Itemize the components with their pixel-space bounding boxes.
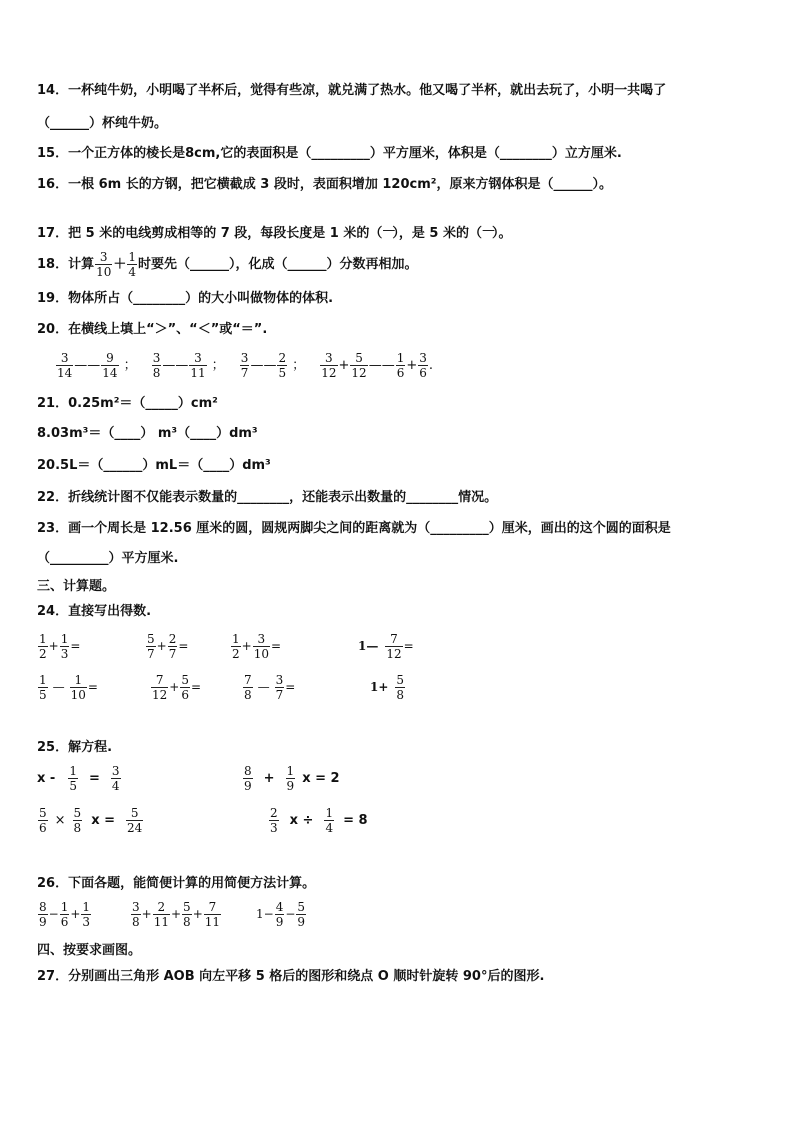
denominator: 4	[325, 821, 334, 835]
q19: 19．物体所占（________）的大小叫做物体的体积.	[37, 291, 334, 306]
operator: —	[257, 680, 270, 694]
numerator: 2	[153, 900, 170, 915]
equation-text: = 8	[343, 813, 368, 828]
denominator: 8	[132, 915, 140, 929]
denominator: 6	[396, 366, 405, 380]
denominator: 8	[73, 821, 82, 835]
denominator: 7	[147, 647, 155, 661]
q26-expr-2	[130, 900, 222, 929]
denominator: 11	[153, 915, 169, 929]
equals: =	[403, 639, 414, 653]
prefix: 1−	[256, 907, 274, 921]
operator: —	[52, 680, 65, 694]
prefix: 1—	[358, 639, 379, 653]
numerator: 1	[232, 632, 240, 646]
operator: +	[156, 639, 167, 653]
equals: =	[87, 680, 98, 694]
denominator: 7	[168, 647, 177, 661]
q14-line2: （______）杯纯牛奶。	[37, 116, 168, 131]
equals: =	[285, 680, 296, 694]
q15: 15．一个正方体的棱长是8cm,它的表面积是（_________）平方厘米，体积是（________）立方厘米.	[37, 146, 622, 161]
q24-expr-2	[145, 632, 188, 661]
q17-text-a: 17．把 5 米的电线剪成相等的 7 段，每段长度是 1 米的（	[37, 226, 383, 241]
comparison-blank[interactable]: ——	[162, 358, 189, 373]
denominator: 8	[152, 366, 161, 380]
q14-line1: 14．一杯纯牛奶，小明喝了半杯后，觉得有些凉，就兑满了热水。他又喝了半杯，就出去玩了，小明一共喝了	[37, 83, 667, 98]
denominator: 12	[152, 688, 168, 702]
numerator: 1	[70, 673, 87, 688]
numerator: 5	[350, 351, 367, 366]
denominator: 7	[240, 366, 249, 380]
q17-bar2: —	[482, 223, 495, 238]
numerator: 5	[181, 673, 189, 687]
numerator: 5	[147, 632, 155, 646]
operator: +	[263, 771, 275, 786]
equation-text: x ÷	[289, 813, 314, 828]
q24-expr-6	[150, 673, 201, 702]
section-3-heading: 三、计算题。	[37, 579, 116, 594]
q24-expr-5	[37, 673, 98, 702]
q24-expr-3	[230, 632, 281, 661]
denominator: 3	[60, 647, 69, 661]
equals: =	[190, 680, 202, 694]
denominator: 5	[69, 779, 77, 793]
operator: +	[141, 907, 152, 921]
q24-expr-8	[370, 673, 406, 702]
q17-text-c: ）。	[492, 226, 512, 241]
q21-line1: 21．0.25m²＝（_____）cm²	[37, 396, 218, 411]
fraction	[95, 250, 112, 279]
denominator: 9	[244, 779, 252, 793]
separator: ；	[211, 358, 225, 373]
fraction	[127, 250, 137, 279]
denominator: 9	[39, 915, 47, 929]
numerator: 3	[111, 764, 120, 778]
operator: +	[48, 639, 59, 653]
numerator: 2	[278, 351, 287, 365]
denominator: 8	[244, 688, 252, 702]
q23-line2: （_________）平方厘米.	[37, 551, 179, 566]
denominator: 14	[57, 366, 73, 380]
equals: =	[88, 771, 100, 786]
equation-text: x = 2	[302, 771, 340, 786]
operator: +	[338, 358, 350, 373]
operator: −	[48, 907, 59, 921]
numerator: 3	[320, 351, 337, 366]
denominator: 4	[128, 265, 137, 279]
numerator: 5	[73, 806, 82, 820]
numerator: 7	[204, 900, 221, 915]
denominator: 7	[275, 688, 284, 702]
denominator: 10	[70, 688, 86, 702]
q23-line1: 23．画一个周长是 12.56 厘米的圆，圆规两脚尖之间的距离就为（_________）厘米，画出的这个圆的面积是	[37, 521, 671, 536]
numerator: 2	[168, 632, 177, 646]
numerator: 5	[39, 806, 47, 820]
numerator: 1	[39, 673, 47, 687]
q25-title: 25．解方程.	[37, 740, 113, 755]
denominator: 2	[39, 647, 47, 661]
equation-text: x -	[37, 771, 56, 786]
numerator: 9	[101, 351, 118, 366]
denominator: 6	[39, 821, 47, 835]
numerator: 7	[244, 673, 252, 687]
numerator: 1	[82, 900, 91, 914]
q25-eq-3	[37, 806, 144, 835]
numerator: 5	[297, 900, 306, 914]
numerator: 7	[385, 632, 402, 647]
q22: 22．折线统计图不仅能表示数量的________，还能表示出数量的________情况。	[37, 490, 498, 505]
numerator: 1	[396, 351, 405, 365]
operator: +	[170, 907, 182, 921]
comparison-blank[interactable]: ——	[250, 358, 277, 373]
q24-expr-1	[37, 632, 80, 661]
denominator: 6	[419, 366, 427, 380]
q26-expr-1	[37, 900, 92, 929]
numerator: 3	[132, 900, 140, 914]
operator: +	[241, 639, 252, 653]
denominator: 6	[181, 688, 189, 702]
q26-expr-3	[256, 900, 307, 929]
comparison-blank[interactable]: ——	[74, 358, 101, 373]
q18-plus: ＋	[113, 257, 127, 272]
numerator: 1	[69, 764, 77, 778]
denominator: 3	[270, 821, 278, 835]
q24-expr-7	[242, 673, 295, 702]
denominator: 4	[111, 779, 120, 793]
numerator: 1	[39, 632, 47, 646]
denominator: 6	[60, 915, 69, 929]
q20-comparisons	[55, 349, 433, 383]
q18-prefix: 18．计算	[37, 257, 95, 272]
section-4-heading: 四、按要求画图。	[37, 943, 142, 958]
period: .	[428, 358, 434, 373]
numerator: 1	[128, 250, 137, 264]
denominator: 5	[39, 688, 47, 702]
q17-bar1: —	[382, 223, 396, 238]
equation-text: x =	[91, 813, 115, 828]
numerator: 1	[60, 900, 69, 914]
denominator: 11	[190, 366, 206, 380]
denominator: 9	[286, 779, 295, 793]
operator: +	[406, 358, 418, 373]
q25-eq-1	[37, 764, 122, 793]
numerator: 3	[152, 351, 161, 365]
denominator: 2	[232, 647, 240, 661]
denominator: 8	[183, 915, 191, 929]
denominator: 11	[204, 915, 221, 929]
denominator: 5	[278, 366, 287, 380]
numerator: 8	[39, 900, 47, 914]
denominator: 9	[297, 915, 306, 929]
q27: 27．分别画出三角形 AOB 向左平移 5 格后的图形和绕点 O 顺时针旋转 90°后的图形.	[37, 969, 545, 984]
numerator: 2	[270, 806, 278, 820]
numerator: 4	[275, 900, 284, 914]
operator: +	[70, 907, 81, 921]
numerator: 3	[419, 351, 427, 365]
numerator: 1	[286, 764, 295, 778]
denominator: 14	[102, 366, 118, 380]
numerator: 5	[183, 900, 191, 914]
numerator: 5	[396, 673, 405, 687]
denominator: 3	[82, 915, 91, 929]
q17-text-b: ），是 5 米的（	[392, 226, 482, 241]
denominator: 12	[321, 366, 337, 380]
separator: ；	[123, 358, 137, 373]
equals: =	[178, 639, 189, 653]
denominator: 12	[386, 647, 402, 661]
q18-suffix: 时要先（______），化成（______）分数再相加。	[138, 257, 418, 272]
denominator: 10	[96, 265, 112, 279]
denominator: 8	[396, 688, 405, 702]
numerator: 5	[126, 806, 143, 821]
numerator: 8	[244, 764, 252, 778]
denominator: 12	[351, 366, 367, 380]
q16: 16．一根 6m 长的方钢，把它横截成 3 段时，表面积增加 120cm²，原来方钢体积是（______）。	[37, 177, 612, 192]
comparison-blank[interactable]: ——	[368, 358, 395, 373]
numerator: 7	[151, 673, 168, 688]
prefix: 1+	[370, 680, 389, 694]
q25-eq-4	[268, 806, 368, 835]
operator: −	[285, 907, 296, 921]
numerator: 3	[240, 351, 249, 365]
q18	[37, 248, 418, 282]
numerator: 1	[325, 806, 334, 820]
q17	[37, 223, 512, 242]
denominator: 24	[127, 821, 143, 835]
operator: ×	[54, 813, 66, 828]
q26-title: 26．下面各题，能简便计算的用简便方法计算。	[37, 876, 316, 891]
q21-line2: 8.03m³＝（____） m³（____）dm³	[37, 426, 258, 441]
equals: =	[270, 639, 282, 653]
q24-title: 24．直接写出得数.	[37, 604, 152, 619]
equals: =	[70, 639, 81, 653]
numerator: 3	[253, 632, 270, 647]
q20-title: 20．在横线上填上“＞”、“＜”或“＝”.	[37, 322, 268, 337]
operator: +	[169, 680, 180, 694]
numerator: 1	[60, 632, 69, 646]
numerator: 3	[95, 250, 112, 265]
denominator: 10	[253, 647, 269, 661]
separator: ；	[292, 358, 306, 373]
numerator: 3	[56, 351, 73, 366]
q24-expr-4	[358, 632, 414, 661]
q21-line3: 20.5L＝（______）mL＝（____）dm³	[37, 458, 271, 473]
denominator: 9	[275, 915, 284, 929]
numerator: 3	[275, 673, 284, 687]
q25-eq-2	[242, 764, 340, 793]
numerator: 3	[189, 351, 206, 366]
operator: +	[192, 907, 203, 921]
